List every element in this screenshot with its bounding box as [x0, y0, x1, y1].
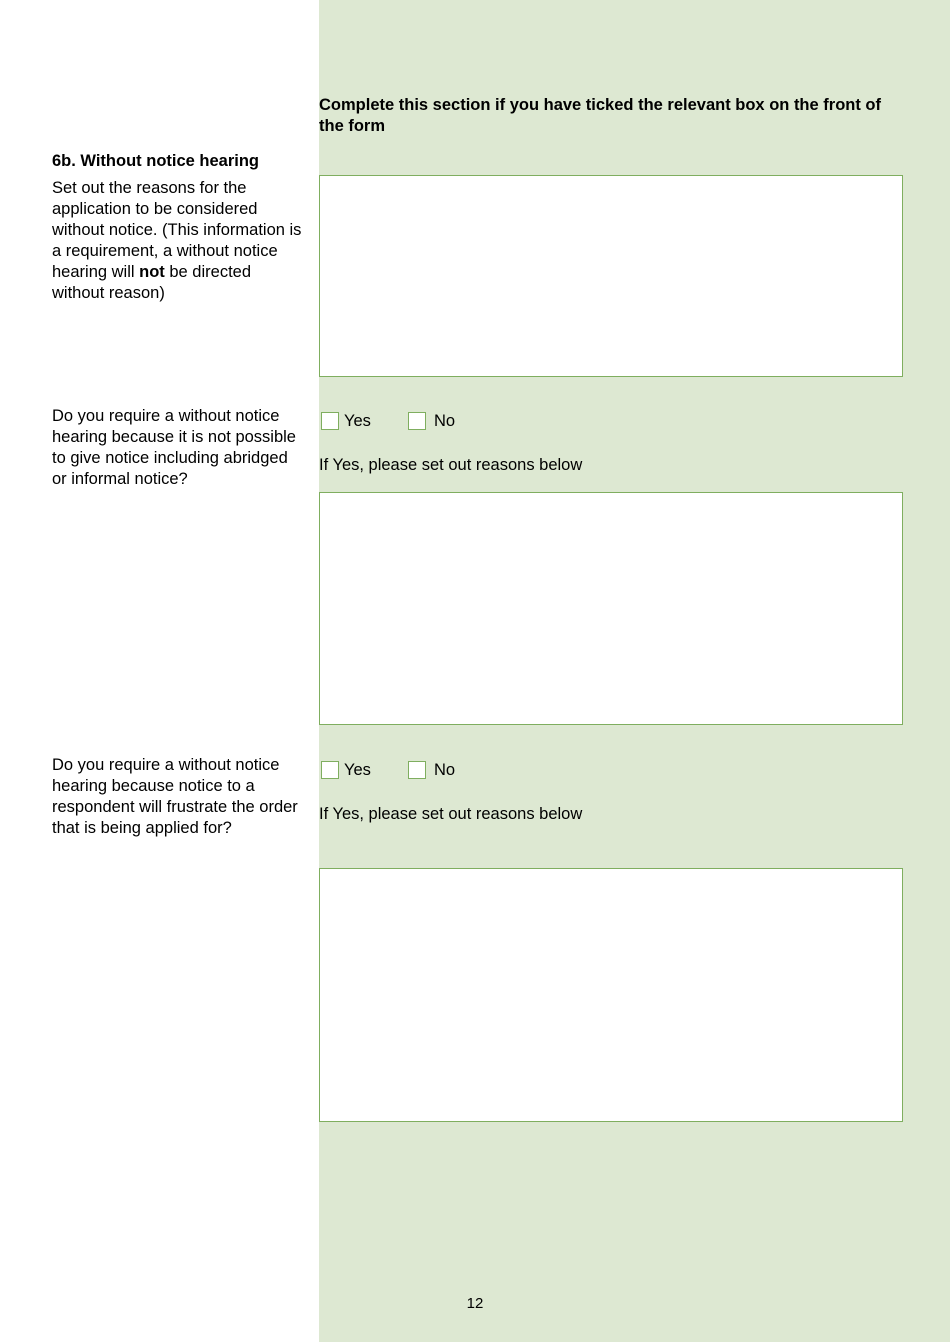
reasons-textarea-2[interactable] [319, 492, 903, 725]
question-2-yes-label: Yes [344, 761, 371, 779]
question-2-no-checkbox[interactable] [408, 761, 426, 779]
question-1-followup: If Yes, please set out reasons below [319, 456, 583, 474]
question-1-yes-checkbox[interactable] [321, 412, 339, 430]
question-1-no-label: No [434, 412, 456, 430]
reasons-textarea-1[interactable] [319, 175, 903, 377]
description-text: Set out the reasons for the application to be considered without notice. (This information is a requirement, a without notice hearing will [52, 179, 302, 281]
section-description [52, 178, 304, 304]
section-title: 6b. Without notice hearing [52, 152, 260, 170]
question-1-yes-label: Yes [344, 412, 371, 430]
question-2-yes-checkbox[interactable] [321, 761, 339, 779]
section-instruction: Complete this section if you have ticked the relevant box on the front of the form [319, 96, 881, 135]
question-1-no-checkbox[interactable] [408, 412, 426, 430]
question-2-no-label: No [434, 761, 456, 779]
question-2-text: Do you require a without notice hearing because notice to a respondent will frustrate the order that is being applied for? [52, 756, 298, 837]
description-emphasis: not [139, 263, 165, 281]
question-2-followup: If Yes, please set out reasons below [319, 805, 583, 823]
question-1-text: Do you require a without notice hearing because it is not possible to give notice including abridged or informal notice? [52, 407, 296, 488]
page-number: 12 [466, 1295, 484, 1312]
description-text-end: be directed without reason) [52, 263, 252, 302]
reasons-textarea-3[interactable] [319, 868, 903, 1122]
